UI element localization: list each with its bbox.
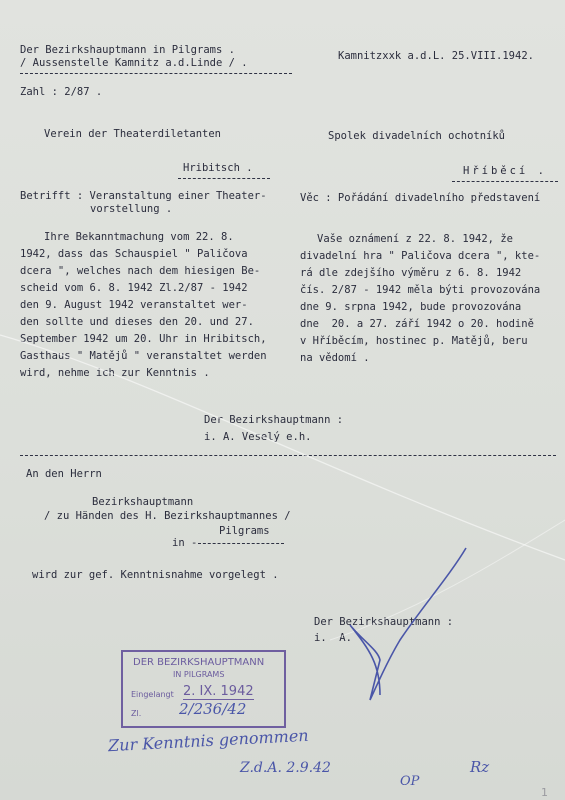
body-de-line: den 9. August 1942 veranstaltet wer- (20, 299, 248, 311)
subject-de-line-1: Betrifft : Veranstaltung einer Theater- (20, 190, 267, 202)
subject-de-line-2: vorstellung . (90, 203, 173, 215)
body-cz-line: čís. 2/87 - 1942 měla býti provozována (300, 284, 541, 296)
body-de-line: September 1942 um 20. Uhr in Hribitsch, (20, 333, 267, 345)
addressee-place-de: Hribitsch . (183, 162, 253, 174)
forward-recipient-line-2: / zu Händen des H. Bezirkshauptmannes / (44, 510, 291, 522)
forward-instruction: wird zur gef. Kenntnisnahme vorgelegt . (32, 569, 279, 581)
stamp-received-date: 2. IX. 1942 (183, 684, 254, 699)
stamp-line-2: IN PILGRAMS (173, 670, 225, 679)
addressee-org-de: Verein der Theaterdiletanten (44, 128, 222, 140)
handwritten-mark: OP (400, 774, 420, 789)
body-cz-line: Vaše oznámení z 22. 8. 1942, že (317, 233, 513, 245)
forward-sign-ia: i. A. (314, 632, 352, 644)
handwritten-note-line-2: Z.d.A. 2.9.42 (240, 760, 331, 776)
stamp-line-1: DER BEZIRKSHAUPTMANN (133, 657, 265, 668)
place-date: Kamnitzxxk a.d.L. 25.VIII.1942. (338, 50, 534, 62)
authority-line-1: Der Bezirkshauptmann in Pilgrams . (20, 44, 235, 56)
file-number: Zahl : 2/87 . (20, 86, 103, 98)
page-number: 1 (541, 786, 548, 799)
body-de-line: wird, nehme ich zur Kenntnis . (20, 367, 210, 379)
addressee-org-cz: Spolek divadelních ochotníků (328, 130, 506, 142)
body-de-line: dcera ", welches nach dem hiesigen Be- (20, 265, 261, 277)
stamp-number-value: 2/236/42 (179, 700, 247, 718)
signature-flourish (350, 548, 466, 700)
body-de-line: den sollte und dieses den 20. und 27. (20, 316, 254, 328)
signature-signer: i. A. Veselý e.h. (204, 431, 312, 443)
body-cz-line: rá dle zdejšího výměru z 6. 8. 1942 (300, 267, 522, 279)
authority-line-2: / Aussenstelle Kamnitz a.d.Linde / . (20, 57, 248, 69)
body-cz-line: dne 20. a 27. září 1942 o 20. hodině (300, 318, 534, 330)
body-cz-line: dne 9. srpna 1942, bude provozována (300, 301, 522, 313)
stamp-received-label: Eingelangt (131, 690, 174, 699)
fold-crease (330, 520, 565, 640)
fold-crease (0, 335, 565, 560)
body-cz-line: na vědomí . (300, 352, 370, 364)
body-de-line: Ihre Bekanntmachung vom 22. 8. (44, 231, 234, 243)
handwritten-initials: Rz (470, 758, 490, 776)
forward-recipient-place: Pilgrams (219, 525, 270, 537)
forward-salutation: An den Herrn (26, 468, 102, 480)
forward-sign-title: Der Bezirkshauptmann : (314, 616, 454, 628)
forward-recipient-line-1: Bezirkshauptmann (92, 496, 194, 508)
forward-in-label: in - (172, 537, 198, 549)
body-cz-line: v Hříběcím, hostinec p. Matějů, beru (300, 335, 528, 347)
stamp-number-label: Zl. (131, 709, 142, 718)
signature-title: Der Bezirkshauptmann : (204, 414, 344, 426)
addressee-place-cz: Hříběcí . (463, 165, 547, 177)
subject-cz-line-1: Věc : Pořádání divadelního představení (300, 192, 541, 204)
body-de-line: 1942, dass das Schauspiel " Paličova (20, 248, 248, 260)
body-cz-line: divadelní hra " Paličova dcera ", kte- (300, 250, 541, 262)
body-de-line: scheid vom 6. 8. 1942 Zl.2/87 - 1942 (20, 282, 248, 294)
body-de-line: Gasthaus " Matějů " veranstaltet werden (20, 350, 267, 362)
handwritten-note-line-1: Zur Kenntnis genommen (107, 725, 310, 756)
